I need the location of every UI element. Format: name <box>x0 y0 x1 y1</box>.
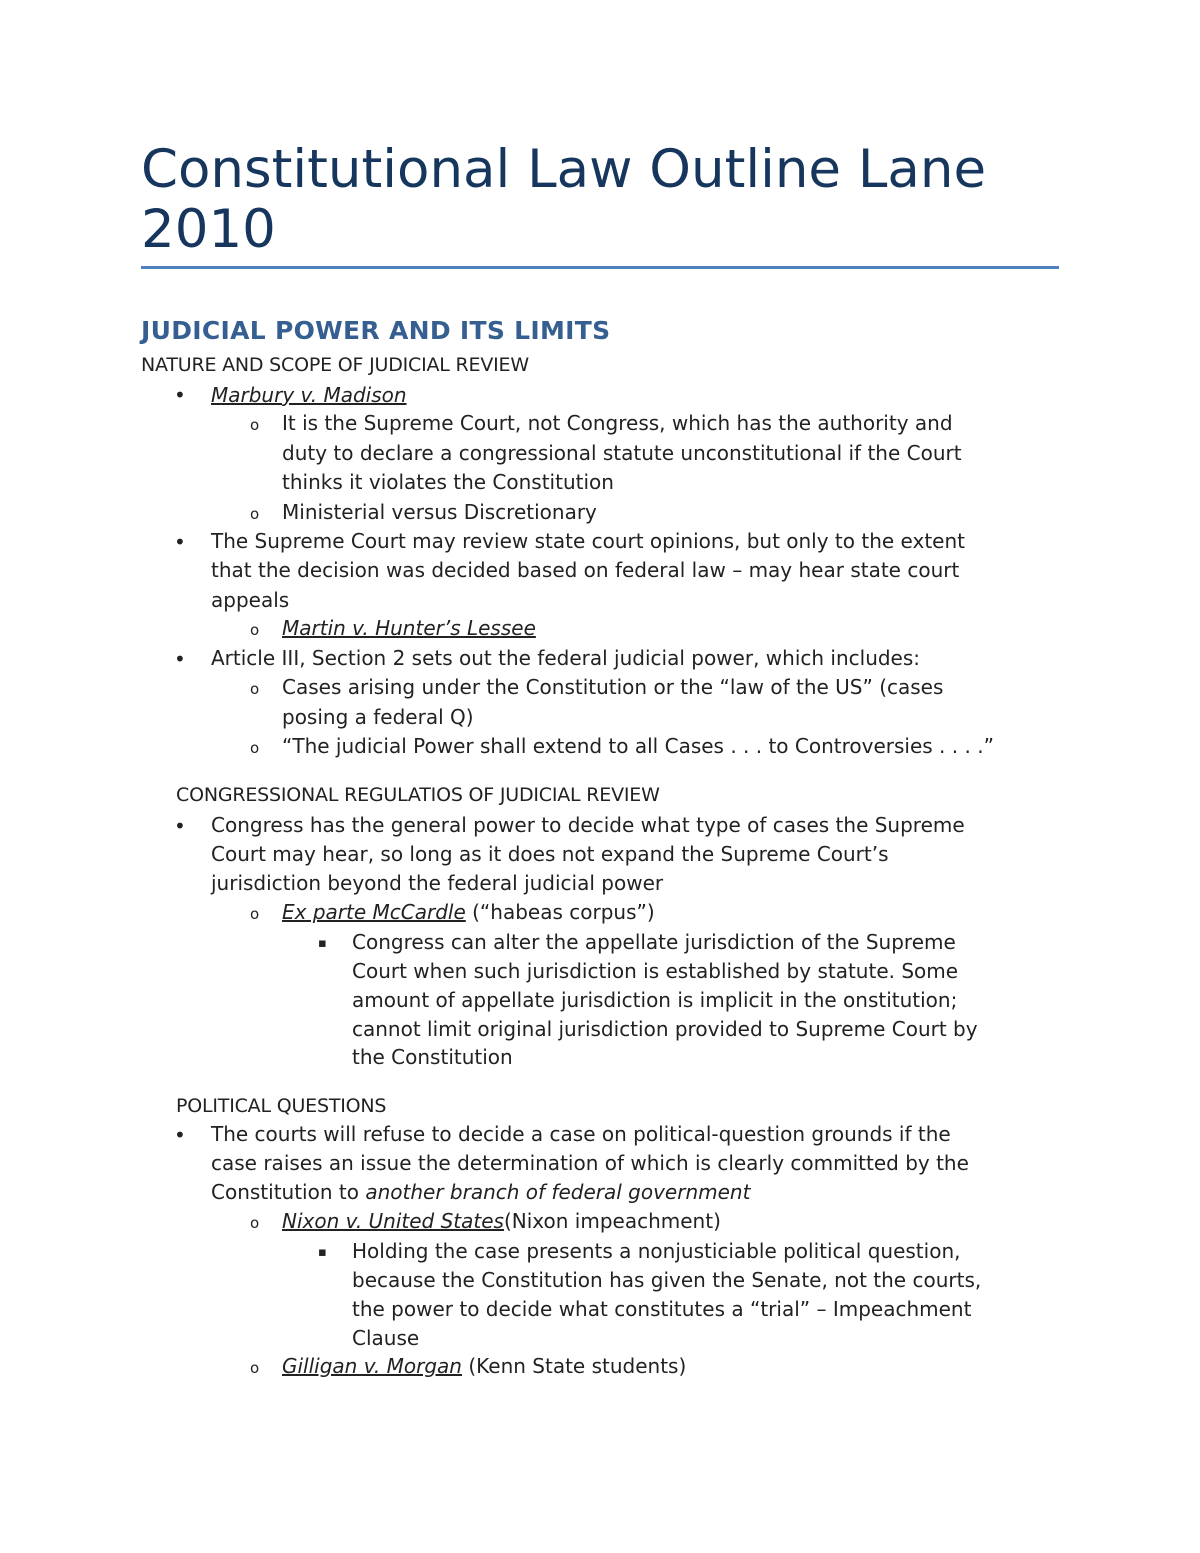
nixon-holding-line-2: because the Constitution has given the Senate, not the courts, <box>352 1268 982 1292</box>
bullet: • <box>174 1123 186 1147</box>
political-question-emphasis: another branch of federal government <box>365 1180 751 1204</box>
sub-bullet: o <box>250 1214 260 1232</box>
document-title <box>141 140 1041 260</box>
sub-sub-bullet: ▪ <box>318 936 327 951</box>
bullet: • <box>174 530 186 554</box>
case-martin: Martin v. Hunter’s Lessee <box>282 616 536 640</box>
state-review-line-1: The Supreme Court may review state court opinions, but only to the extent <box>211 529 966 553</box>
sub-sub-bullet: ▪ <box>318 1245 327 1260</box>
political-question-line-3-text: Constitution to <box>211 1180 366 1204</box>
mccardle-holding-line-5: the Constitution <box>352 1045 513 1069</box>
political-question-line-3 <box>211 1178 750 1207</box>
gilligan-note: (Kenn State students) <box>461 1354 687 1378</box>
state-review-line-2: that the decision was decided based on federal law – may hear state court <box>211 558 960 582</box>
congress-power-line-1: Congress has the general power to decide what type of cases the Supreme <box>211 813 965 837</box>
arising-under-line-2: posing a federal Q) <box>282 705 474 729</box>
political-question-line-2: case raises an issue the determination of which is clearly committed by the <box>211 1151 969 1175</box>
sub-bullet: o <box>250 739 260 757</box>
heading-judicial-power: JUDICIAL POWER AND ITS LIMITS <box>141 316 611 345</box>
mccardle-holding-line-4: cannot limit original jurisdiction provided to Supreme Court by <box>352 1017 978 1041</box>
bullet: • <box>174 383 186 407</box>
marbury-point-line-1: It is the Supreme Court, not Congress, which has the authority and <box>282 411 953 435</box>
gilligan-line <box>282 1352 686 1381</box>
nixon-holding-line-1: Holding the case presents a nonjusticiable political question, <box>352 1239 961 1263</box>
congress-power-line-3: jurisdiction beyond the federal judicial power <box>211 871 664 895</box>
sub-bullet: o <box>250 680 260 698</box>
congress-power-line-2: Court may hear, so long as it does not expand the Supreme Court’s <box>211 842 889 866</box>
title-line-2: 2010 <box>141 199 276 260</box>
bullet: • <box>174 814 186 838</box>
arising-under-line-1: Cases arising under the Constitution or the “law of the US” (cases <box>282 675 944 699</box>
mccardle-holding-line-1: Congress can alter the appellate jurisdiction of the Supreme <box>352 930 956 954</box>
section-heading-political-questions: POLITICAL QUESTIONS <box>176 1095 387 1117</box>
sub-bullet: o <box>250 505 260 523</box>
case-mccardle: Ex parte McCardle <box>282 900 466 924</box>
sub-bullet: o <box>250 416 260 434</box>
title-underline-rule <box>141 266 1059 269</box>
state-review-line-3: appeals <box>211 588 290 612</box>
mccardle-holding-line-3: amount of appellate jurisdiction is implicit in the onstitution; <box>352 988 958 1012</box>
nixon-holding-line-3: the power to decide what constitutes a “trial” – Impeachment <box>352 1297 972 1321</box>
sub-bullet: o <box>250 905 260 923</box>
section-heading-congressional: CONGRESSIONAL REGULATIOS OF JUDICIAL REVIEW <box>176 784 660 806</box>
case-marbury: Marbury v. Madison <box>211 383 407 407</box>
sub-bullet: o <box>250 621 260 639</box>
case-nixon: Nixon v. United States <box>282 1209 504 1233</box>
mccardle-holding-line-2: Court when such jurisdiction is established by statute. Some <box>352 959 959 983</box>
section-heading-nature-scope: NATURE AND SCOPE OF JUDICIAL REVIEW <box>141 354 529 376</box>
marbury-point-line-3: thinks it violates the Constitution <box>282 470 614 494</box>
marbury-point-line-2: duty to declare a congressional statute unconstitutional if the Court <box>282 441 962 465</box>
mccardle-line <box>282 898 655 927</box>
bullet: • <box>174 647 186 671</box>
article-three-point: Article III, Section 2 sets out the federal judicial power, which includes: <box>211 646 921 670</box>
title-line-1: Constitutional Law Outline Lane <box>141 139 987 200</box>
political-question-line-1: The courts will refuse to decide a case on political-question grounds if the <box>211 1122 951 1146</box>
mccardle-note: (“habeas corpus”) <box>465 900 655 924</box>
nixon-line <box>282 1207 721 1236</box>
ministerial-point: Ministerial versus Discretionary <box>282 500 597 524</box>
case-gilligan: Gilligan v. Morgan <box>282 1354 462 1378</box>
sub-bullet: o <box>250 1359 260 1377</box>
nixon-note: (Nixon impeachment) <box>503 1209 721 1233</box>
nixon-holding-line-4: Clause <box>352 1326 420 1350</box>
judicial-power-quote: “The judicial Power shall extend to all Cases . . . to Controversies . . . .” <box>282 734 994 758</box>
